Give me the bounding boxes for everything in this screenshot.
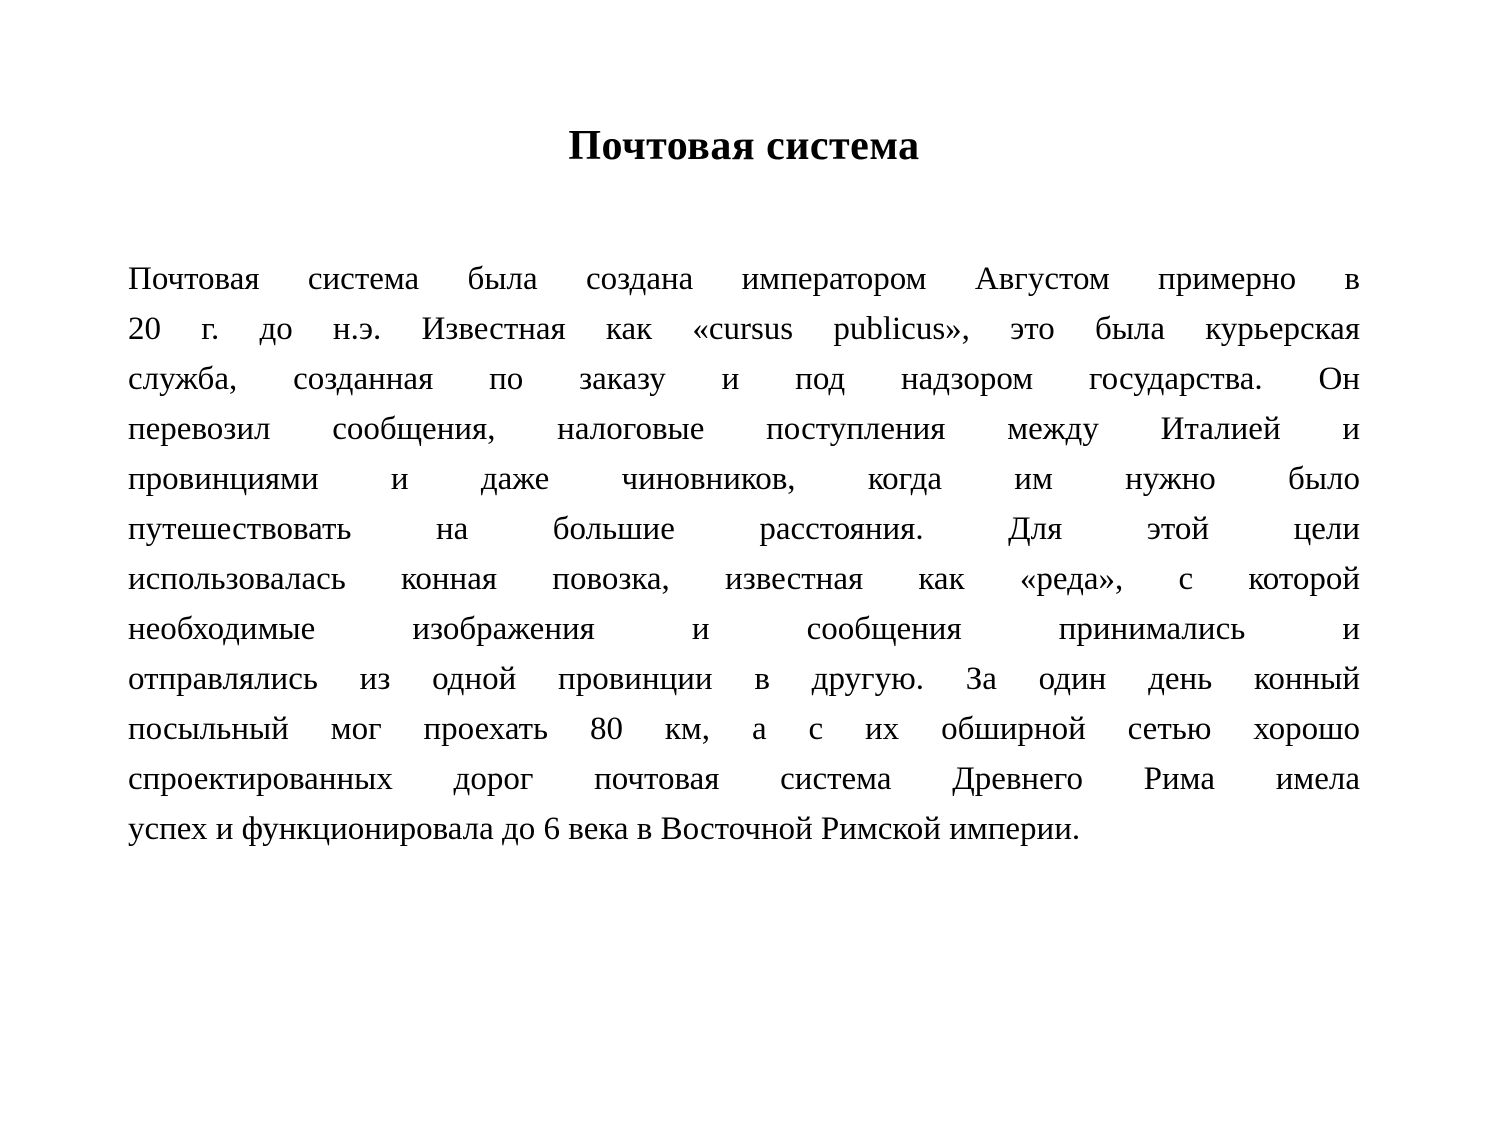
text-line: отправлялись из одной провинции в другую. За один день конный (128, 661, 1360, 697)
text-line: служба, созданная по заказу и под надзором государства. Он (128, 361, 1360, 397)
text-line: использовалась конная повозка, известная как «реда», с которой (128, 561, 1360, 597)
text-line-last: успех и функционировала до 6 века в Восточной Римской империи. (128, 811, 1081, 847)
text-line: необходимые изображения и сообщения принимались и (128, 611, 1360, 647)
page-title: Почтовая система (568, 123, 920, 169)
text-line: Почтовая система была создана императором Августом примерно в (128, 261, 1360, 297)
text-line: спроектированных дорог почтовая система Древнего Рима имела (128, 761, 1360, 797)
body-paragraph (128, 254, 1360, 854)
text-line: посыльный мог проехать 80 км, а с их обширной сетью хорошо (128, 711, 1360, 747)
text-line: перевозил сообщения, налоговые поступления между Италией и (128, 411, 1360, 447)
text-line: провинциями и даже чиновников, когда им нужно было (128, 461, 1360, 497)
text-line: 20 г. до н.э. Известная как «cursus publicus», это была курьерская (128, 311, 1360, 347)
text-line: путешествовать на большие расстояния. Для этой цели (128, 511, 1360, 547)
document-content (128, 0, 1360, 854)
